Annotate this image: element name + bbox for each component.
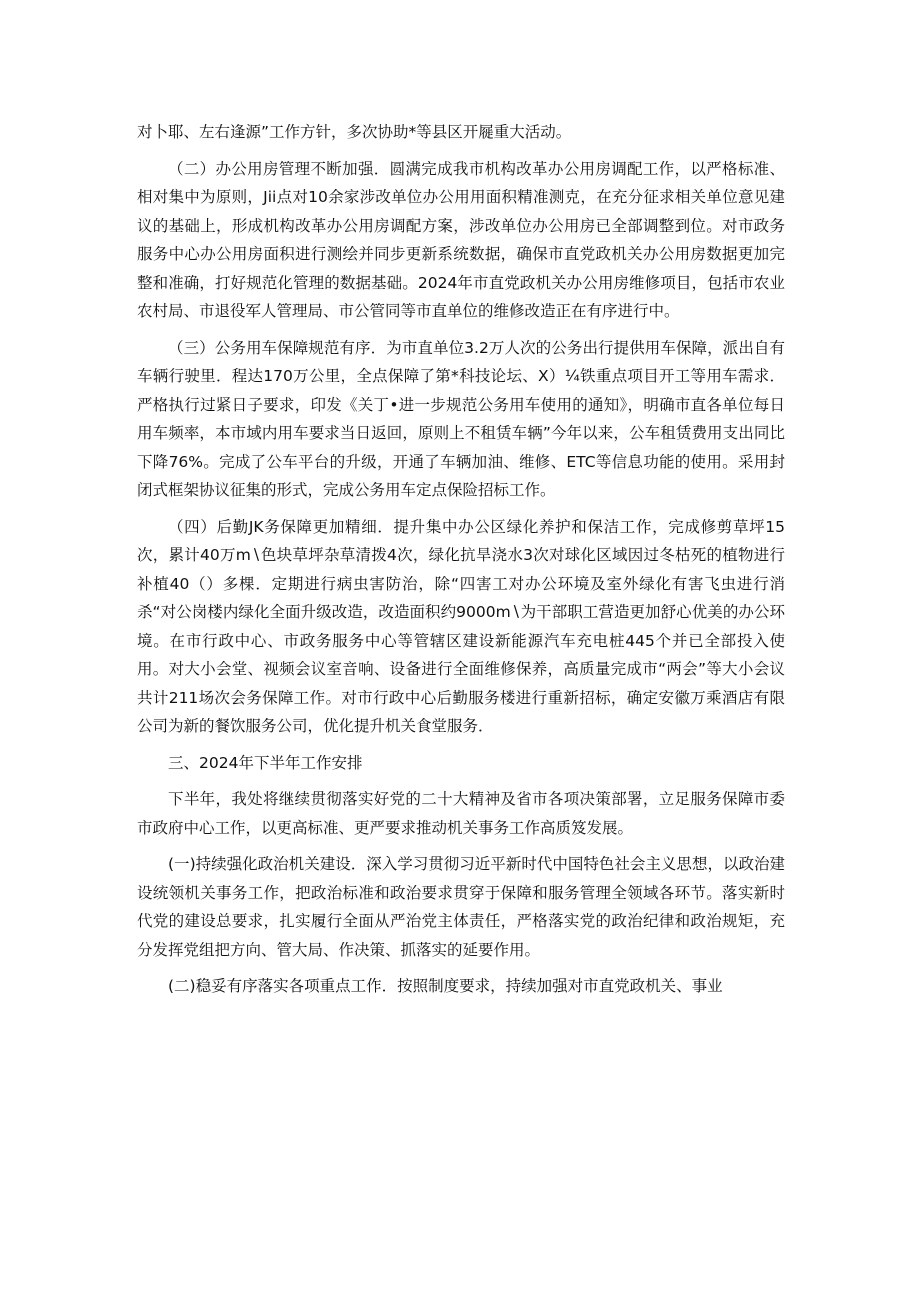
paragraph-key-tasks: (二)稳妥有序落实各项重点工作．按照制度要求，持续加强对市直党政机关、事业 — [168, 977, 723, 995]
paragraph-political-building: (一)持续强化政治机关建设．深入学习贯彻习近平新时代中国特色社会主义思想，以政治建设统领机关事务工作，把政治标准和政治要求贯穿于保障和服务管理全领域各环节。落实新时代党的建设总要求，扎实履行全面从严治党主体责任，严格落实党的政治纪律和政治规矩，充分发挥党组把方向、管大局、作决策、抓落实的延要作用。 — [137, 855, 785, 959]
paragraph-continuation: 对卜耶、左右逢源”工作方针，多次协助*等县区开屣重大活动。 — [137, 123, 572, 141]
paragraph-logistics: （四）后勤JK务保障更加精细．提升集中办公区绿化养护和保洁工作，完成修剪草坪15次，累计40万m∖色块草坪杂草清拨4次，绿化抗旱浇水3次对球化区域因过冬枯死的植物进行补植40（）多棵．定期进行病虫害防治，除“四害工对办公环境及室外绿化有害飞虫进行消杀“对公岗楼内绿化全面升级改造，改造面积约9000m∖为干部职工营造更加舒心优美的办公环境。在市行政中心、市政务服务中心等管辖区建设新能源汽车充电桩445个并已全部投入使用。对大小会堂、视频会议室音响、设备进行全面维修保养，高质量完成市“两会”等大小会议共计211场次会务保障工作。对市行政中心后勤服务楼进行重新招标，确定安徽万乘酒店有限公司为新的餐饮服务公司，优化提升机关食堂服务． — [137, 517, 785, 735]
paragraph-official-vehicles: （三）公务用车保障规范有序．为市直单位3.2万人次的公务出行提供用车保障，派出自有车辆行驶里．程达170万公里，全点保障了第*科技论坛、X）¼铁重点项目开工等用车需求．严格执行过紧日子要求，印发《关丁•进一步规范公务用车使用的通知》，明确市直各单位每日用车频率，本市域内用车要求当日返回，原则上不租赁车辆”今年以来，公车租赁费用支出同比下降76%。完成了公车平台的升级，开通了车辆加油、维修、ETC等信息功能的使用。采用封闭式框架协议征集的形式，完成公务用车定点保险招标工作。 — [137, 338, 785, 499]
section-heading-plan: 三、2024年下半年工作安排 — [168, 753, 363, 772]
document-body — [137, 118, 785, 1009]
paragraph-plan-intro: 下半年，我处将继续贯彻落实好党的二十大精神及省市各项决策部署，立足服务保障市委市政府中心工作，以更高标准、更严要求推动机关事务工作高质笈发展。 — [137, 790, 785, 837]
paragraph-office-space: （二）办公用房管理不断加强．圆满完成我市机构改革办公用房调配工作，以严格标准、相对集中为原则，Jii点对10余家涉改单位办公用用面积精准测克，在充分征求相关单位意见建议的基础上，形成机构改革办公用房调配方案，涉改单位办公用房已全部调整到位。对市政务服务中心办公用房面积进行测绘并同步更新系统数据，确保市直党政机关办公用房数据更加完整和准确，打好规范化管理的数据基础。2024年市直党政机关办公用房维修项目，包括市农业农村局、市退役军人管理局、市公管同等市直单位的维修改造正在有序进行中。 — [137, 159, 785, 320]
